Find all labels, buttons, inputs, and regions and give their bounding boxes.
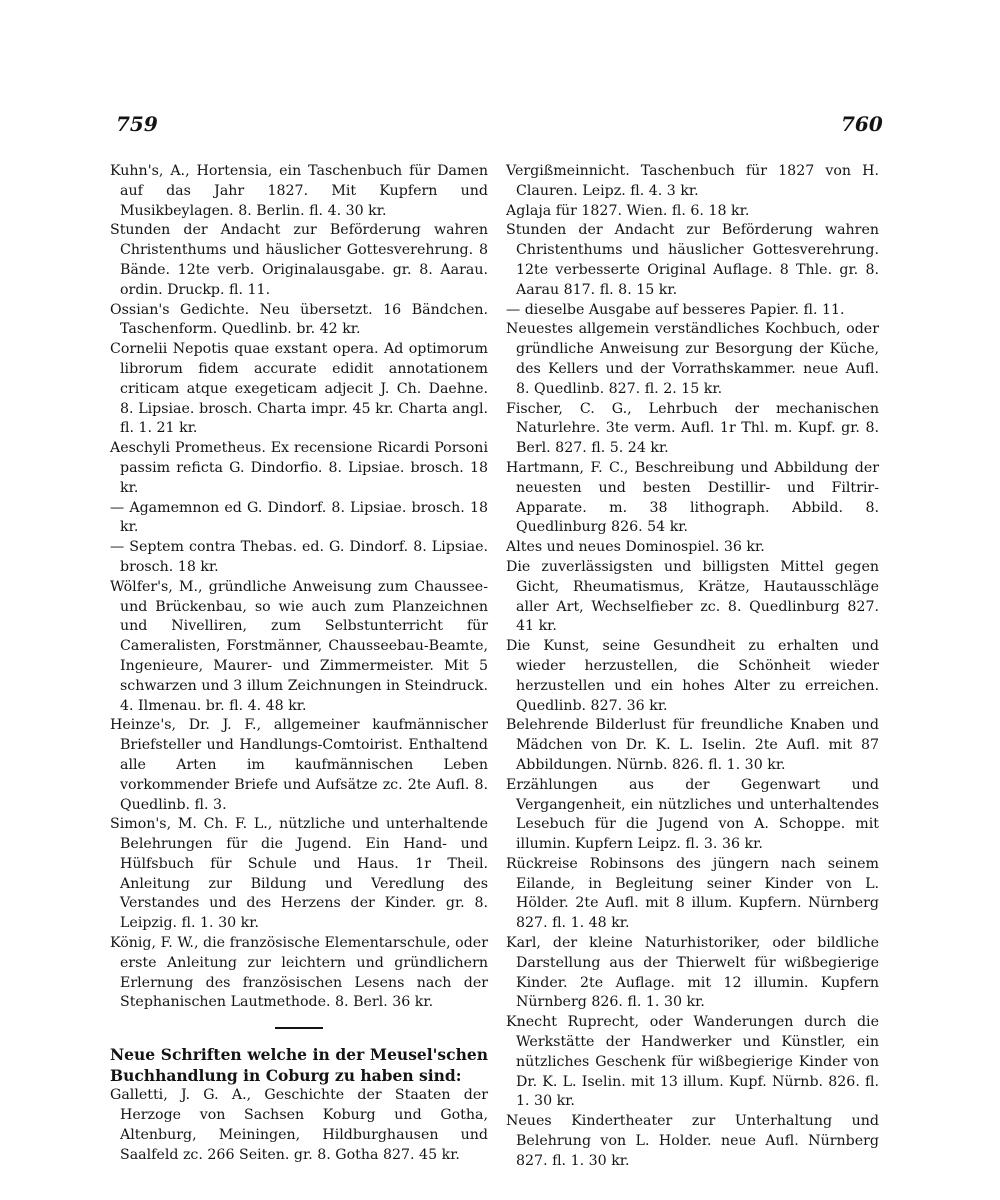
catalog-entry: — dieselbe Ausgabe auf besseres Papier. fl. 11. (506, 301, 845, 318)
page-number-right: 760 (841, 112, 883, 136)
catalog-entry: Belehrende Bilderlust für freundliche Knaben und Mädchen von Dr. K. L. Iselin. 2te Aufl. mit 87 Abbildungen. Nürnb. 826. fl. 1. 30 kr. (506, 717, 879, 773)
catalog-entry: Stunden der Andacht zur Beförderung wahren Christenthums und häuslicher Gottesverehrung. 8 Bände. 12te verb. Originalausgabe. gr. 8. Aarau. ordin. Druckp. fl. 11. (110, 222, 488, 298)
catalog-entry: Stunden der Andacht zur Beförderung wahren Christenthums und häuslicher Gottesverehrung. 12te verbesserte Original Auflage. 8 Thle. gr. 8. Aarau 817. fl. 8. 15 kr. (506, 222, 879, 298)
section-divider (275, 1027, 323, 1029)
right-column (506, 162, 879, 1172)
catalog-entry: Aeschyli Prometheus. Ex recensione Ricardi Porsoni passim reficta G. Dindorfio. 8. Lipsiae. brosch. 18 kr. (110, 440, 488, 496)
catalog-entry: Heinze's, Dr. J. F., allgemeiner kaufmännischer Briefsteller und Handlungs-Comtoirist. Enthaltend alle Arten im kaufmännischen Leben vorkommender Briefe und Aufsätze zc. 2te Aufl. 8. Quedlinb. fl. 3. (110, 717, 488, 813)
catalog-entry: Galletti, J. G. A., Geschichte der Staaten der Herzoge von Sachsen Koburg und Gotha, Altenburg, Meiningen, Hildburghausen und Saalfeld zc. 266 Seiten. gr. 8. Gotha 827. 45 kr. (110, 1087, 488, 1163)
catalog-entry: Die zuverlässigsten und billigsten Mittel gegen Gicht, Rheumatismus, Krätze, Hautausschläge aller Art, Wechselfieber zc. 8. Quedlinburg 827. 41 kr. (506, 558, 879, 635)
catalog-entry: König, F. W., die französische Elementarschule, oder erste Anleitung zur leichtern und gründlichern Erlernung des französischen Lesens nach der Stephanischen Lautmethode. 8. Berl. 36 kr. (110, 935, 488, 1011)
catalog-entry: Vergißmeinnicht. Taschenbuch für 1827 von H. Clauren. Leipz. fl. 4. 3 kr. (506, 163, 879, 199)
catalog-entry: Karl, der kleine Naturhistoriker, oder bildliche Darstellung aus der Thierwelt für wißbegierige Kinder. 2te Auflage. mit 12 illumin. Kupfern Nürnberg 826. fl. 1. 30 kr. (506, 935, 879, 1011)
catalog-entry: Wölfer's, M., gründliche Anweisung zum Chaussee- und Brückenbau, so wie auch zum Planzeichnen und Nivelliren, zum Selbstunterricht für Cameralisten, Forstmänner, Chausseebau-Beamte, Ingenieure, Maurer- und Zimmermeister. Mit 5 schwarzen und 3 illum Zeichnungen in Steindruck. 4. Ilmenau. br. fl. 4. 48 kr. (110, 578, 488, 714)
catalog-entry: Neuestes allgemein verständliches Kochbuch, oder gründliche Anweisung zur Besorgung der Küche, des Kellers und der Vorrathskammer. neue Aufl. 8. Quedlinb. 827. fl. 2. 15 kr. (506, 321, 879, 397)
catalog-entry: Erzählungen aus der Gegenwart und Vergangenheit, ein nützliches und unterhaltendes Lesebuch für die Jugend von A. Schoppe. mit illumin. Kupfern Leipz. fl. 3. 36 kr. (506, 776, 879, 853)
catalog-entry: Knecht Ruprecht, oder Wanderungen durch die Werkstätte der Handwerker und Künstler, ein nützliches Geschenk für wißbegierige Kinder von Dr. K. L. Iselin. mit 13 illum. Kupf. Nürnb. 826. fl. 1. 30 kr. (506, 1014, 879, 1110)
catalog-entry: Cornelii Nepotis quae exstant opera. Ad optimorum librorum fidem accurate edidit annotationem criticam atque exegeticam adjecit J. Ch. Daehne. 8. Lipsiae. brosch. Charta impr. 45 kr. Charta angl. fl. 1. 21 kr. (110, 341, 488, 437)
catalog-entry: — Agamemnon ed G. Dindorf. 8. Lipsiae. brosch. 18 kr. (110, 499, 488, 536)
catalog-entry: Kuhn's, A., Hortensia, ein Taschenbuch für Damen auf das Jahr 1827. Mit Kupfern und Musikbeylagen. 8. Berlin. fl. 4. 30 kr. (110, 163, 488, 219)
right-column-entries (506, 162, 879, 1172)
catalog-entry: Fischer, C. G., Lehrbuch der mechanischen Naturlehre. 3te verm. Aufl. 1r Thl. m. Kupf. gr. 8. Berl. 827. fl. 5. 24 kr. (506, 400, 879, 457)
catalog-entry: Die Kunst, seine Gesundheit zu erhalten und wieder herzustellen, die Schönheit wieder herzustellen und ein hohes Alter zu erreichen. Quedlinb. 827. 36 kr. (506, 638, 879, 714)
catalog-entry: — Septem contra Thebas. ed. G. Dindorf. 8. Lipsiae. brosch. 18 kr. (110, 539, 488, 575)
catalog-entry: Altes und neues Dominospiel. 36 kr. (506, 539, 765, 556)
catalog-entry: Simon's, M. Ch. F. L., nützliche und unterhaltende Belehrungen für die Jugend. Ein Hand- und Hülfsbuch für Schule und Haus. 1r Theil. Anleitung zur Bildung und Veredlung des Verstandes und des Herzens der Kinder. gr. 8. Leipzig. fl. 1. 30 kr. (110, 816, 488, 932)
catalog-entry: Ossian's Gedichte. Neu übersetzt. 16 Bändchen. Taschenform. Quedlinb. br. 42 kr. (110, 301, 488, 338)
left-column-entries (110, 162, 488, 1013)
page-number-left: 759 (116, 112, 158, 136)
catalog-entry: Neues Kindertheater zur Unterhaltung und Belehrung von L. Holder. neue Aufl. Nürnberg 827. fl. 1. 30 kr. (506, 1113, 879, 1169)
bookshop-heading: Neue Schriften welche in der Meusel'schen Buchhandlung in Coburg zu haben sind: (110, 1045, 488, 1085)
catalog-entry: Hartmann, F. C., Beschreibung und Abbildung der neuesten und besten Destillir- und Filtrir-Apparate. m. 38 lithograph. Abbild. 8. Quedlinburg 826. 54 kr. (506, 459, 879, 536)
catalog-entry: Rückreise Robinsons des jüngern nach seinem Eilande, in Begleitung seiner Kinder von L. Hölder. 2te Aufl. mit 8 illum. Kupfern. Nürnberg 827. fl. 1. 48 kr. (506, 855, 879, 932)
left-column (110, 162, 488, 1165)
after-heading-entries (110, 1086, 488, 1165)
catalog-entry: Aglaja für 1827. Wien. fl. 6. 18 kr. (506, 202, 750, 219)
